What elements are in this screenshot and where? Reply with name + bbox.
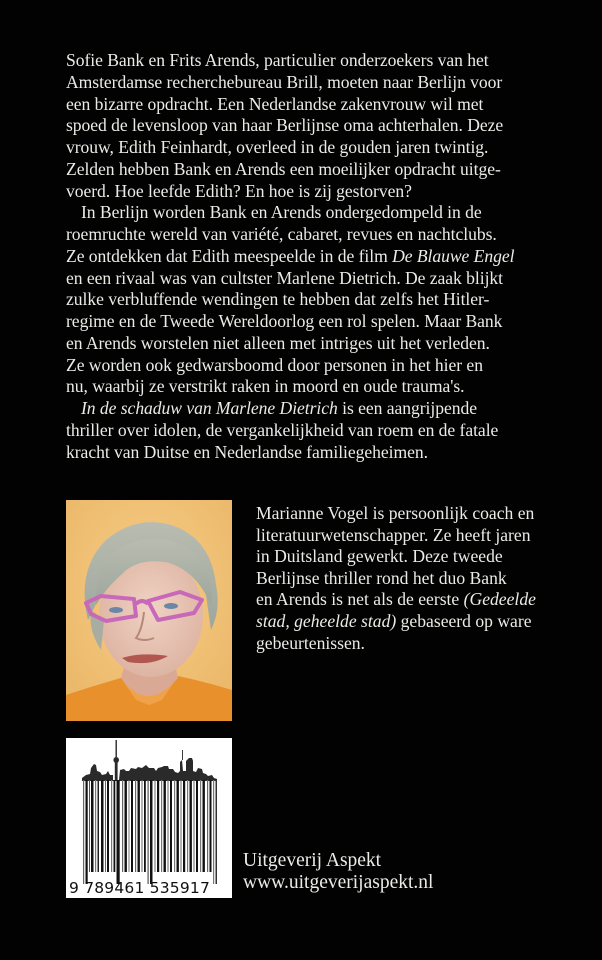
synopsis <box>66 50 544 463</box>
synopsis-paragraph-1 <box>66 50 544 202</box>
text-line: voerd. Hoe leefde Edith? En hoe is zij gestorven? <box>66 180 412 201</box>
text-line: Ze worden ook gedwarsboomd door personen in het hier en <box>66 354 483 375</box>
text-line <box>66 246 544 268</box>
text-line: Zelden hebben Bank en Arends een moeilijker opdracht uitge- <box>66 158 501 179</box>
text-segment: is een aangrijpende <box>337 398 477 418</box>
text-line: In Berlijn worden Bank en Arends ondergedompeld in de <box>81 202 482 223</box>
text-line: spoed de levensloop van haar Berlijnse oma achterhalen. Deze <box>66 115 504 136</box>
skyline-barcode-icon <box>66 738 232 898</box>
synopsis-paragraph-3 <box>66 398 544 463</box>
text-line: Berlijnse thriller rond het duo Bank <box>256 567 507 588</box>
publisher-website: www.uitgeverijaspekt.nl <box>243 872 434 893</box>
author-photo <box>66 500 232 721</box>
isbn-barcode <box>66 738 232 898</box>
text-line <box>66 398 544 420</box>
text-line: in Duitsland gewerkt. Deze tweede <box>256 546 503 567</box>
publisher-name: Uitgeverij Aspekt <box>243 850 382 871</box>
text-segment: Ze ontdekken dat Edith meespeelde in de film <box>66 245 393 266</box>
text-line: een bizarre opdracht. Een Nederlandse zakenvrouw wil met <box>66 93 484 114</box>
text-line: gebeurtenissen. <box>256 632 365 653</box>
text-line: regime en de Tweede Wereldoorlog een rol spelen. Maar Bank <box>66 311 503 331</box>
text-line: Sofie Bank en Frits Arends, particulier onderzoekers van het <box>66 50 489 70</box>
previous-book-title: (Gedeelde <box>463 589 536 610</box>
text-line: Amsterdamse recherchebureau Brill, moeten naar Berlijn voor <box>66 71 503 92</box>
text-line: literatuurwetenschapper. Ze heeft jaren <box>256 524 531 545</box>
text-line: roemruchte wereld van variété, cabaret, revues en nachtclubs. <box>66 224 497 244</box>
text-line: nu, waarbij ze verstrikt raken in moord en oude trauma's. <box>66 376 465 397</box>
text-line: Marianne Vogel is persoonlijk coach en <box>256 503 535 523</box>
text-line <box>256 611 556 633</box>
text-segment: en Arends is net als de eerste <box>256 589 464 610</box>
text-line: en een rivaal was van cultster Marlene Dietrich. De zaak blijkt <box>66 267 503 288</box>
text-line: thriller over idolen, de vergankelijkheid van roem en de fatale <box>66 419 499 440</box>
text-line: kracht van Duitse en Nederlandse familiegeheimen. <box>66 441 428 462</box>
text-line: en Arends worstelen niet alleen met intriges uit het verleden. <box>66 332 490 353</box>
previous-book-title: stad, geheelde stad) <box>256 610 397 631</box>
synopsis-paragraph-2 <box>66 202 544 398</box>
author-bio <box>256 503 556 654</box>
text-segment: gebaseerd op ware <box>396 610 532 631</box>
publisher-info <box>243 850 433 894</box>
text-line: zulke verbluffende wendingen te hebben dat zelfs het Hitler- <box>66 289 490 310</box>
author-portrait-icon <box>66 500 232 721</box>
text-line: vrouw, Edith Feinhardt, overleed in de gouden jaren twintig. <box>66 137 489 157</box>
isbn-number: 9 789461 535917 <box>69 879 211 897</box>
film-title: De Blauwe Engel <box>392 245 515 266</box>
book-title: In de schaduw van Marlene Dietrich <box>81 398 338 418</box>
text-line <box>256 589 556 611</box>
